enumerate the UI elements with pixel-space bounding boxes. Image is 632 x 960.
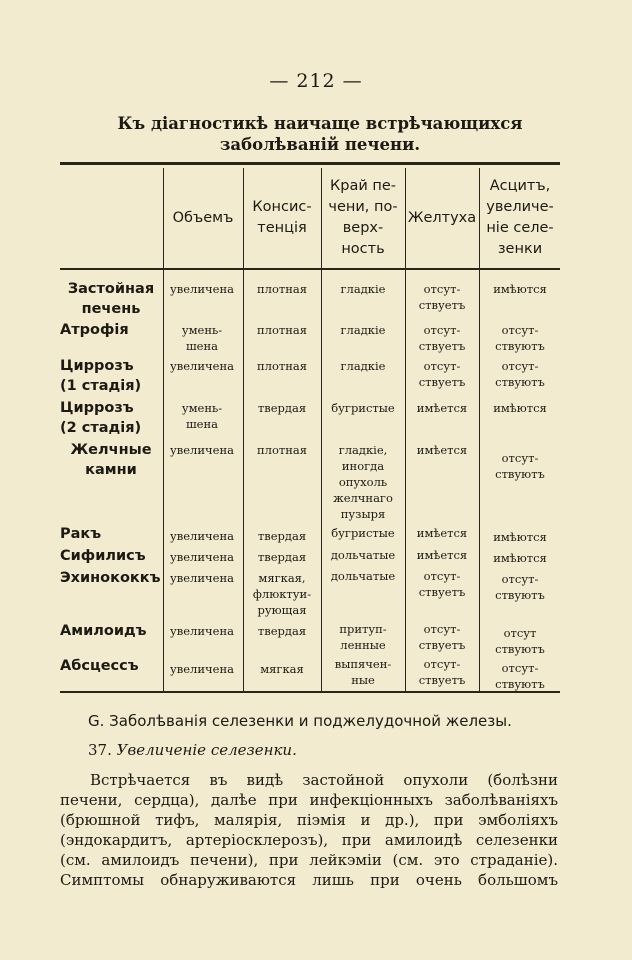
cell-jaundice: имѣется	[416, 548, 468, 562]
cell-consistency: мягкая	[260, 662, 304, 676]
cell-ascites: имѣются	[493, 282, 547, 296]
cell-volume: увеличена	[170, 529, 234, 543]
subsection-title: Увеличеніе селезенки.	[116, 741, 297, 759]
table-title: Къ діагностикѣ наичаще встрѣчающихся заболѣваній печени.	[117, 114, 523, 154]
cell-ascites: отсут ствуютъ	[495, 626, 545, 656]
paragraph-line: печени, сердца), далѣе при инфекціонныхъ заболѣваніяхъ	[60, 791, 558, 809]
cell-ascites: имѣются	[493, 530, 547, 544]
cell-ascites: отсут- ствуютъ	[495, 661, 545, 691]
cell-consistency: твердая	[257, 529, 307, 543]
row-disease-name: Ракъ	[60, 526, 102, 542]
cell-consistency: мягкая, флюктуи- рующая	[252, 571, 312, 617]
cell-volume: увеличена	[170, 359, 234, 373]
cell-consistency: плотная	[256, 282, 308, 296]
cell-liver-edge: гладкіе	[340, 323, 386, 337]
cell-consistency: плотная	[256, 443, 308, 457]
cell-consistency: твердая	[257, 550, 307, 564]
cell-volume: увеличена	[170, 662, 234, 676]
paragraph-line: (см. амилоидъ печени), при лейкэміи (см. это страданіе).	[60, 851, 558, 869]
cell-volume: умень- шена	[181, 323, 223, 353]
row-disease-name: Эхинококкъ	[60, 570, 161, 586]
section-heading: G. Заболѣванія селезенки и поджелудочной железы.	[88, 712, 512, 730]
cell-volume: увеличена	[170, 624, 234, 638]
cell-consistency: плотная	[256, 323, 308, 337]
cell-ascites: отсут- ствуютъ	[495, 323, 545, 353]
cell-liver-edge: дольчатые	[330, 569, 396, 583]
cell-liver-edge: притуп- ленные	[339, 622, 387, 652]
header-consistency: Консис- тенція	[252, 199, 312, 236]
table-header-rule	[60, 268, 560, 270]
subsection-number: 37.	[88, 741, 112, 759]
row-disease-name: Циррозъ (2 стадія)	[60, 400, 142, 436]
cell-liver-edge: гладкіе	[340, 282, 386, 296]
cell-jaundice: имѣется	[416, 443, 468, 457]
cell-liver-edge: дольчатые	[330, 548, 396, 562]
page-number: — 212 —	[269, 70, 363, 92]
cell-jaundice: имѣется	[416, 526, 468, 540]
cell-volume: увеличена	[170, 443, 234, 457]
cell-consistency: твердая	[257, 624, 307, 638]
cell-liver-edge: выпячен- ные	[334, 657, 392, 687]
paragraph-line: (брюшной тифъ, малярія, піэмія и др.), при эмболіяхъ	[60, 811, 558, 829]
row-disease-name: Сифилисъ	[60, 548, 146, 564]
cell-volume: умень- шена	[181, 401, 223, 431]
row-disease-name: Амилоидъ	[60, 623, 147, 639]
cell-ascites: имѣются	[493, 401, 547, 415]
header-jaundice: Желтуха	[407, 209, 477, 226]
row-disease-name: Циррозъ (1 стадія)	[60, 358, 142, 394]
body-paragraph	[60, 770, 558, 890]
cell-liver-edge: гладкіе	[340, 359, 386, 373]
cell-consistency: плотная	[256, 359, 308, 373]
cell-jaundice: отсут- ствуетъ	[418, 323, 466, 353]
cell-volume: увеличена	[170, 571, 234, 585]
cell-volume: увеличена	[170, 282, 234, 296]
subsection-heading	[88, 741, 588, 759]
table-top-rule	[60, 162, 560, 165]
paragraph-line: Симптомы обнаруживаются лишь при очень большомъ	[60, 871, 558, 889]
header-volume: Объемъ	[172, 209, 234, 226]
cell-consistency: твердая	[257, 401, 307, 415]
cell-liver-edge: бугристые	[331, 401, 395, 415]
cell-jaundice: отсут- ствуетъ	[418, 282, 466, 312]
row-disease-name: Желчные камни	[70, 442, 152, 478]
row-disease-name: Застойная печень	[67, 281, 155, 317]
paragraph-line: (эндокардитъ, артеріосклерозъ), при амилоидѣ селезенки	[60, 831, 558, 849]
paragraph-line: Встрѣчается въ видѣ застойной опухоли (болѣзни	[90, 771, 558, 789]
cell-ascites: отсут- ствуютъ	[495, 359, 545, 389]
cell-jaundice: имѣется	[416, 401, 468, 415]
cell-jaundice: отсут- ствуетъ	[418, 359, 466, 389]
header-liver-edge: Край пе- чени, по- верх- ность	[328, 178, 398, 257]
cell-ascites: отсут- ствуютъ	[495, 572, 545, 602]
cell-liver-edge: бугристые	[331, 526, 395, 540]
cell-jaundice: отсут- ствуетъ	[418, 622, 466, 652]
cell-jaundice: отсут- ствуетъ	[418, 569, 466, 599]
cell-volume: увеличена	[170, 550, 234, 564]
row-disease-name: Абсцессъ	[60, 658, 139, 674]
header-ascites: Асцитъ, увеличе- ніе селе- зенки	[486, 178, 554, 257]
row-disease-name: Атрофія	[60, 322, 129, 338]
cell-liver-edge: гладкіе, иногда опухоль желчнаго пузыря	[333, 443, 393, 521]
cell-ascites: имѣются	[493, 551, 547, 565]
cell-ascites: отсут- ствуютъ	[495, 451, 545, 481]
cell-jaundice: отсут- ствуетъ	[418, 657, 466, 687]
